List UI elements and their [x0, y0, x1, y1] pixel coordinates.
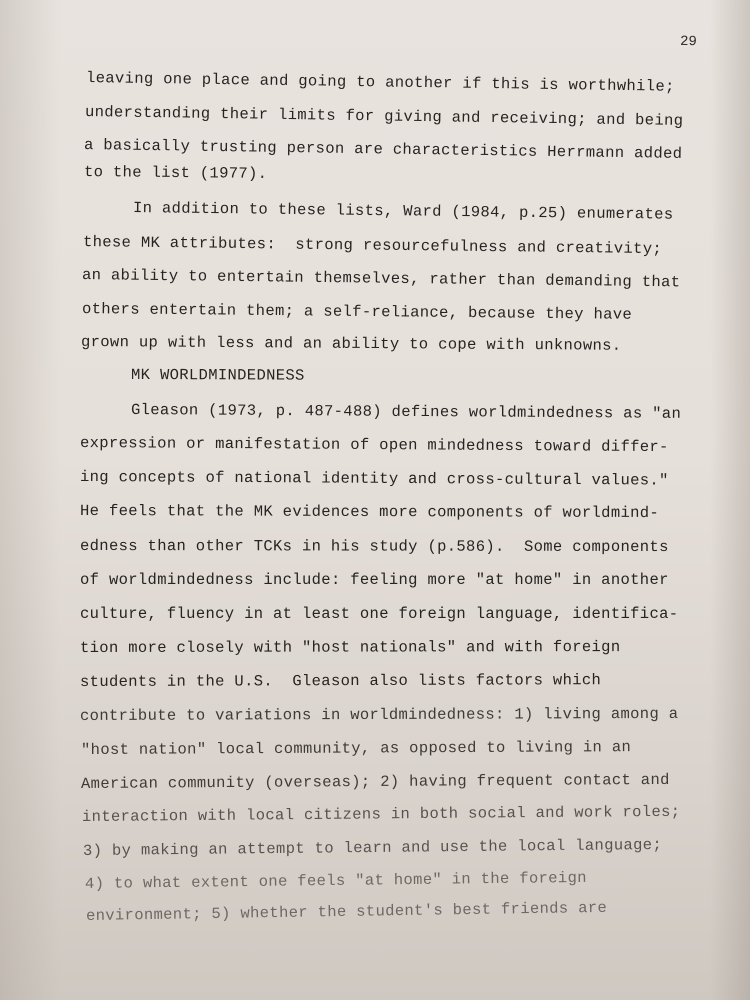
text-line: In addition to these lists, Ward (1984, p.25) enumerates	[132, 199, 674, 224]
text-line: environment; 5) whether the student's best friends are	[85, 898, 608, 925]
text-line: these MK attributes: strong resourcefulness and creativity;	[82, 233, 663, 259]
text-line: He feels that the MK evidences more components of worldmind-	[79, 502, 660, 523]
text-line: to the list (1977).	[83, 163, 268, 183]
text-line: understanding their limits for giving and receiving; and being	[84, 103, 684, 130]
text-line: others entertain them; a self-reliance, because they have	[81, 300, 633, 324]
text-line: expression or manifestation of open mindedness toward differ-	[79, 434, 669, 457]
text-line: Gleason (1973, p. 487-488) defines worldmindedness as "an	[130, 401, 682, 423]
text-line: 3) by making an attempt to learn and use the local language;	[82, 835, 663, 860]
text-line: grown up with less and an ability to cope with unknowns.	[80, 333, 622, 355]
text-line: an ability to entertain themselves, rather than demanding that	[81, 266, 681, 292]
text-line: culture, fluency in at least one foreign language, identifica-	[80, 605, 679, 623]
text-line: leaving one place and going to another if this is worthwhile;	[85, 69, 675, 96]
text-line: students in the U.S. Gleason also lists factors which	[79, 671, 602, 691]
page-number: 29	[679, 33, 697, 51]
text-line: of worldmindedness include: feeling more "at home" in another	[80, 571, 669, 589]
text-line: tion more closely with "host nationals" and with foreign	[79, 638, 621, 657]
text-line: "host nation" local community, as opposed to living in an	[80, 738, 632, 759]
text-line: a basically trusting person are characteristics Herrmann added	[83, 136, 683, 163]
text-line: interaction with local citizens in both social and work roles;	[81, 802, 681, 826]
section-heading: MK WORLDMINDEDNESS	[130, 366, 305, 385]
text-line: ing concepts of national identity and cross-cultural values."	[79, 468, 669, 490]
text-line: American community (overseas); 2) having frequent contact and	[80, 770, 670, 793]
page-shadow-right	[710, 0, 750, 1000]
page-shadow-left	[0, 0, 60, 1000]
text-line: 4) to what extent one feels "at home" in the foreign	[84, 868, 587, 893]
text-line: contribute to variations in worldmindedness: 1) living among a	[79, 704, 679, 725]
text-line: edness than other TCKs in his study (p.586). Some components	[79, 537, 669, 557]
